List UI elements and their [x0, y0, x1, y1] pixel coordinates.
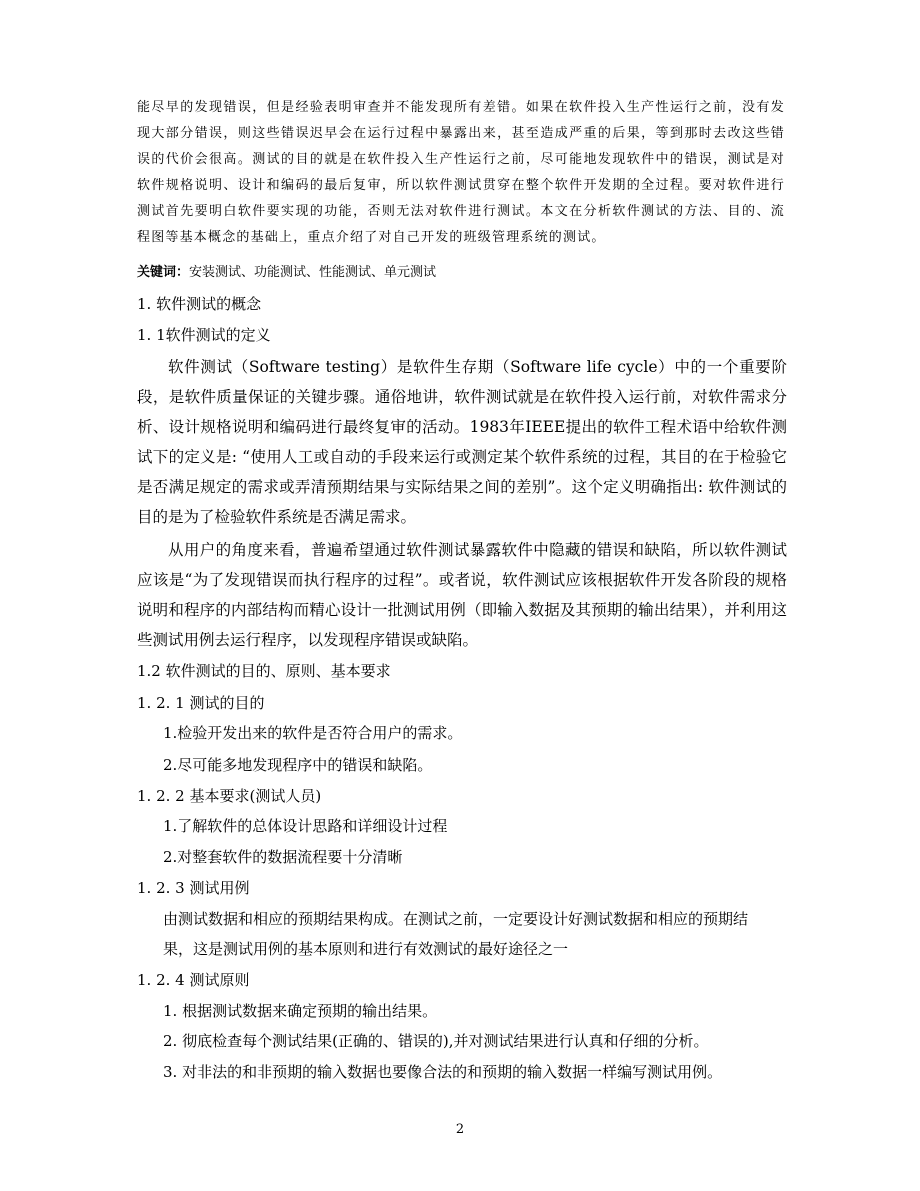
user-perspective-paragraph: 从用户的角度来看，普遍希望通过软件测试暴露软件中隐藏的错误和缺陷，所以软件测试应该是“为了发现错误而执行程序的过程”。或者说，软件测试应该根据软件开发各阶段的规格说明和程序的内部结构而精心设计一批测试用例（即输入数据及其预期的输出结果），并利用这些测试用例去运行程序，以发现程序错误或缺陷。 — [137, 541, 787, 649]
keywords-label: 关键词： — [137, 265, 190, 280]
keywords-text: 安装测试、功能测试、性能测试、单元测试 — [189, 265, 437, 280]
section-heading-1: 1. 软件测试的概念 — [137, 295, 262, 313]
requirement-item-1: 1.了解软件的总体设计思路和详细设计过程 — [163, 817, 448, 835]
principle-item-3: 3. 对非法的和非预期的输入数据也要像合法的和预期的输入数据一样编写测试用例。 — [163, 1063, 723, 1081]
page-number: 2 — [455, 1122, 465, 1137]
principle-item-1: 1. 根据测试数据来确定预期的输出结果。 — [163, 1002, 438, 1020]
keywords-line — [137, 263, 785, 283]
goal-item-1: 1.检验开发出来的软件是否符合用户的需求。 — [163, 724, 463, 742]
section-heading-1-2-2: 1. 2. 2 基本要求(测试人员) — [137, 787, 322, 805]
section-heading-1-2-1: 1. 2. 1 测试的目的 — [137, 694, 265, 712]
section-heading-1-2-4: 1. 2. 4 测试原则 — [137, 971, 250, 989]
section-heading-1-1: 1. 1软件测试的定义 — [137, 326, 271, 344]
abstract-paragraph: 能尽早的发现错误，但是经验表明审查并不能发现所有差错。如果在软件投入生产性运行之前，没有发现大部分错误，则这些错误迟早会在运行过程中暴露出来，甚至造成严重的后果，等到那时去改这些错误的代价会很高。测试的目的就是在软件投入生产性运行之前，尽可能地发现软件中的错误，测试是对软件规格说明、设计和编码的最后复审，所以软件测试贯穿在整个软件开发期的全过程。要对软件进行测试首先要明白软件要实现的功能，否则无法对软件进行测试。本文在分析软件测试的方法、目的、流程图等基本概念的基础上，重点介绍了对自己开发的班级管理系统的测试。 — [137, 100, 785, 245]
test-case-line-2: 果，这是测试用例的基本原则和进行有效测试的最好途径之一 — [163, 940, 569, 958]
requirement-item-2: 2.对整套软件的数据流程要十分清晰 — [163, 848, 403, 866]
section-heading-1-2: 1.2 软件测试的目的、原则、基本要求 — [137, 662, 391, 680]
principle-item-2: 2. 彻底检查每个测试结果(正确的、错误的),并对测试结果进行认真和仔细的分析。 — [163, 1032, 709, 1050]
test-case-line-1: 由测试数据和相应的预期结果构成。在测试之前，一定要设计好测试数据和相应的预期结 — [163, 910, 749, 928]
goal-item-2: 2.尽可能多地发现程序中的错误和缺陷。 — [163, 756, 433, 774]
definition-paragraph: 软件测试（Software testing）是软件生存期（Software life cycle）中的一个重要阶段，是软件质量保证的关键步骤。通俗地讲，软件测试就是在软件投入运行前，对软件需求分析、设计规格说明和编码进行最终复审的活动。1983年IEEE提出的软件工程术语中给软件测试下的定义是: “使用人工或自动的手段来运行或测定某个软件系统的过程，其目的在于检验它是否满足规定的需求或弄清预期结果与实际结果之间的差别”。这个定义明确指出: 软件测试的目的是为了检验软件系统是否满足需求。 — [137, 358, 787, 526]
section-heading-1-2-3: 1. 2. 3 测试用例 — [137, 879, 250, 897]
